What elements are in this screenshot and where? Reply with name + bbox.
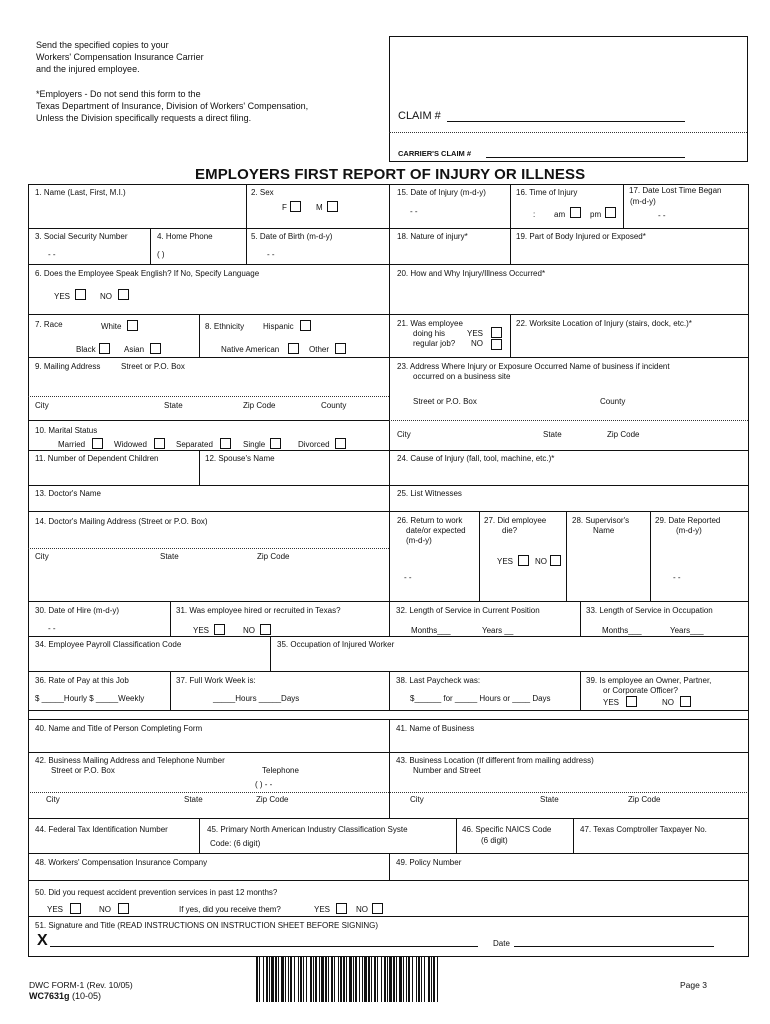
barcode-bar	[428, 957, 430, 1002]
barcode-bar	[421, 957, 422, 1002]
time-colon: :	[533, 210, 536, 219]
barcode-bar	[285, 957, 286, 1002]
field-11-label: 11. Number of Dependent Children	[35, 454, 159, 463]
field-18-label: 18. Nature of injury*	[397, 232, 468, 241]
barcode-bar	[298, 957, 299, 1002]
field-45-label: 45. Primary North American Industry Classification Syste	[207, 825, 408, 834]
divorced-label: Divorced	[298, 440, 330, 449]
barcode-bar	[393, 957, 395, 1002]
native-american-label: Native American	[221, 345, 280, 354]
field-34-label: 34. Employee Payroll Classification Code	[35, 640, 182, 649]
barcode-bar	[346, 957, 347, 1002]
barcode-bar	[377, 957, 378, 1002]
other-checkbox[interactable]	[335, 343, 346, 354]
requested-yes-checkbox[interactable]	[70, 903, 81, 914]
requested-no-label: NO	[99, 905, 111, 914]
single-checkbox[interactable]	[270, 438, 281, 449]
business-zip-label: Zip Code	[256, 795, 289, 804]
work-week-fields: _____Hours _____Days	[213, 694, 300, 703]
field-45-line2: Code: (6 digit)	[210, 839, 261, 848]
form-title: EMPLOYERS FIRST REPORT OF INJURY OR ILLNESS	[195, 166, 586, 183]
claim-box	[389, 36, 748, 162]
pm-checkbox[interactable]	[605, 207, 616, 218]
barcode-bar	[338, 957, 339, 1002]
barcode-bar	[362, 957, 363, 1002]
barcode-bar	[266, 957, 268, 1002]
field-26-line2: date/or expected	[406, 526, 466, 535]
field-25-label: 25. List Witnesses	[397, 489, 462, 498]
barcode-bar	[328, 957, 329, 1002]
field-6-label: 6. Does the Employee Speak English? If No, Specify Language	[35, 269, 260, 278]
lost-time-format: - -	[658, 211, 666, 220]
carrier-claim-field[interactable]	[486, 157, 685, 158]
owner-no-label: NO	[662, 698, 674, 707]
field-1-label: 1. Name (Last, First, M.I.)	[35, 188, 126, 197]
barcode-bar	[278, 957, 279, 1002]
field-17-format: (m-d-y)	[630, 197, 656, 206]
english-yes-label: YES	[54, 292, 71, 301]
dob-format: - -	[267, 250, 275, 259]
field-12-label: 12. Spouse's Name	[205, 454, 275, 463]
telephone-format: ( ) - -	[255, 780, 273, 789]
barcode-bar	[355, 957, 357, 1002]
grid-line	[389, 184, 390, 601]
field-9-label: 9. Mailing Address	[35, 362, 101, 371]
separated-label: Separated	[176, 440, 213, 449]
field-40-label: 40. Name and Title of Person Completing Form	[35, 724, 203, 733]
sex-f-label: F	[282, 203, 287, 212]
race-asian-checkbox[interactable]	[150, 343, 161, 354]
field-36-label: 36. Rate of Pay at this Job	[35, 676, 129, 685]
field-39-label: 39. Is employee an Owner, Partner,	[586, 676, 712, 685]
field-16-label: 16. Time of Injury	[516, 188, 578, 197]
barcode-bar	[364, 957, 367, 1002]
field-35-label: 35. Occupation of Injured Worker	[277, 640, 395, 649]
date-line[interactable]	[514, 946, 714, 947]
business-street-label: Street or P.O. Box	[51, 766, 115, 775]
form-number: DWC FORM-1 (Rev. 10/05)	[29, 980, 133, 990]
divorced-checkbox[interactable]	[335, 438, 346, 449]
claim-label: CLAIM #	[398, 110, 441, 122]
field-23-label: 23. Address Where Injury or Exposure Occurred Name of business if incident	[397, 362, 670, 371]
barcode-bar	[374, 957, 376, 1002]
barcode-bar	[315, 957, 317, 1002]
field-47-label: 47. Texas Comptroller Taxpayer No.	[580, 825, 707, 834]
business-location-street: Number and Street	[413, 766, 481, 775]
barcode-bar	[431, 957, 432, 1002]
field-4-label: 4. Home Phone	[157, 232, 213, 241]
barcode-bar	[319, 957, 320, 1002]
field-29-label: 29. Date Reported	[655, 516, 721, 525]
field-13-label: 13. Doctor's Name	[35, 489, 101, 498]
field-27-line2: die?	[502, 526, 518, 535]
paycheck-fields: $______ for _____ Hours or ____ Days	[410, 694, 551, 703]
owner-yes-label: YES	[603, 698, 620, 707]
barcode-bar	[294, 957, 295, 1002]
barcode-bar	[437, 957, 438, 1002]
doctor-state-label: State	[160, 552, 179, 561]
position-months: Months___	[411, 626, 451, 635]
barcode-bar	[306, 957, 307, 1002]
separated-checkbox[interactable]	[220, 438, 231, 449]
regular-job-no-checkbox[interactable]	[491, 339, 502, 350]
sex-m-label: M	[316, 203, 323, 212]
single-label: Single	[243, 440, 266, 449]
field-28-line2: Name	[593, 526, 615, 535]
incident-county-label: County	[600, 397, 626, 406]
field-26-line3: (m-d-y)	[406, 536, 432, 545]
barcode-bar	[290, 957, 292, 1002]
city-label: City	[35, 401, 49, 410]
reported-format: - -	[673, 573, 681, 582]
location-zip-label: Zip Code	[628, 795, 661, 804]
field-22-label: 22. Worksite Location of Injury (stairs, dock, etc.)*	[516, 319, 692, 328]
location-state-label: State	[540, 795, 559, 804]
if-yes-label: If yes, did you receive them?	[179, 905, 281, 914]
died-yes-checkbox[interactable]	[518, 555, 529, 566]
claim-field[interactable]	[447, 121, 685, 122]
died-yes-label: YES	[497, 557, 514, 566]
requested-yes-label: YES	[47, 905, 64, 914]
field-9-street: Street or P.O. Box	[121, 362, 185, 371]
location-city-label: City	[410, 795, 424, 804]
barcode-bar	[256, 957, 258, 1002]
barcode-bar	[359, 957, 360, 1002]
barcode-bar	[334, 957, 335, 1002]
employer-note-1: *Employers - Do not send this form to the	[36, 89, 201, 99]
barcode-bar	[259, 957, 260, 1002]
doi-format: - -	[410, 207, 418, 216]
barcode-bar	[271, 957, 274, 1002]
barcode-bar	[281, 957, 284, 1002]
field-3-label: 3. Social Security Number	[35, 232, 128, 241]
barcode-bar	[321, 957, 324, 1002]
married-label: Married	[58, 440, 86, 449]
field-42-label: 42. Business Mailing Address and Telephone Number	[35, 756, 225, 765]
native-american-checkbox[interactable]	[288, 343, 299, 354]
barcode-bar	[368, 957, 370, 1002]
hispanic-checkbox[interactable]	[300, 320, 311, 331]
signature-line[interactable]	[50, 946, 478, 947]
hired-texas-no-checkbox[interactable]	[260, 624, 271, 635]
occupation-months: Months___	[602, 626, 642, 635]
field-50-label: 50. Did you request accident prevention services in past 12 months?	[35, 888, 278, 897]
barcode-bar	[424, 957, 425, 1002]
field-46-label: 46. Specific NAICS Code	[462, 825, 552, 834]
hire-format: - -	[48, 624, 56, 633]
incident-state-label: State	[543, 430, 562, 439]
field-10-label: 10. Marital Status	[35, 426, 98, 435]
race-white-checkbox[interactable]	[127, 320, 138, 331]
field-20-label: 20. How and Why Injury/Illness Occurred*	[397, 269, 546, 278]
incident-city-label: City	[397, 430, 411, 439]
form-code: WC7631g (10-05)	[29, 991, 102, 1001]
other-label: Other	[309, 345, 330, 354]
widowed-checkbox[interactable]	[154, 438, 165, 449]
barcode-bar	[381, 957, 382, 1002]
position-years: Years __	[482, 626, 514, 635]
race-white-label: White	[101, 322, 122, 331]
field-29-line2: (m-d-y)	[676, 526, 702, 535]
field-14-label: 14. Doctor's Mailing Address (Street or P.O. Box)	[35, 517, 208, 526]
field-7-label: 7. Race	[35, 320, 63, 329]
field-41-label: 41. Name of Business	[396, 724, 475, 733]
married-checkbox[interactable]	[92, 438, 103, 449]
am-checkbox[interactable]	[570, 207, 581, 218]
english-yes-checkbox[interactable]	[75, 289, 86, 300]
instruction-line-3: and the injured employee.	[36, 64, 140, 74]
zip-label: Zip Code	[243, 401, 276, 410]
barcode-bar	[300, 957, 302, 1002]
field-23-line2: occurred on a business site	[413, 372, 511, 381]
field-43-label: 43. Business Location (If different from mailing address)	[396, 756, 594, 765]
barcode-bar	[269, 957, 270, 1002]
barcode-bar	[340, 957, 342, 1002]
race-black-checkbox[interactable]	[99, 343, 110, 354]
page-number: Page 3	[680, 980, 707, 990]
telephone-label: Telephone	[262, 766, 299, 775]
field-21-line3: regular job?	[413, 339, 456, 348]
field-32-label: 32. Length of Service in Current Position	[396, 606, 540, 615]
doctor-city-label: City	[35, 552, 49, 561]
ssn-format: - -	[48, 250, 56, 259]
barcode-bar	[396, 957, 397, 1002]
instruction-line-1: Send the specified copies to your	[36, 40, 169, 50]
sex-m-checkbox[interactable]	[327, 201, 338, 212]
field-46-line2: (6 digit)	[481, 836, 508, 845]
field-51-label: 51. Signature and Title (READ INSTRUCTIONS ON INSTRUCTION SHEET BEFORE SIGNING)	[35, 921, 379, 930]
barcode-bar	[403, 957, 404, 1002]
field-33-label: 33. Length of Service in Occupation	[586, 606, 713, 615]
return-work-format: - -	[404, 573, 412, 582]
signature-x-mark: X	[37, 932, 48, 949]
field-17-label: 17. Date Lost Time Began	[629, 186, 722, 195]
field-8-label: 8. Ethnicity	[205, 322, 245, 331]
grid-line	[748, 184, 749, 601]
barcode-image	[256, 957, 440, 1002]
carrier-claim-label: CARRIER'S CLAIM #	[398, 149, 472, 158]
sex-f-checkbox[interactable]	[290, 201, 301, 212]
received-no-checkbox[interactable]	[372, 903, 383, 914]
barcode-bar	[408, 957, 410, 1002]
barcode-bar	[371, 957, 372, 1002]
race-black-label: Black	[76, 345, 96, 354]
barcode-bar	[412, 957, 413, 1002]
barcode-bar	[389, 957, 392, 1002]
regular-job-yes-checkbox[interactable]	[491, 327, 502, 338]
barcode-bar	[353, 957, 354, 1002]
barcode-bar	[275, 957, 277, 1002]
field-19-label: 19. Part of Body Injured or Exposed*	[516, 232, 646, 241]
field-2-label: 2. Sex	[251, 188, 274, 197]
field-26-label: 26. Return to work	[397, 516, 463, 525]
field-21-label: 21. Was employee	[397, 319, 463, 328]
field-37-label: 37. Full Work Week is:	[176, 676, 256, 685]
barcode-bar	[387, 957, 388, 1002]
grid-line	[28, 184, 29, 601]
owner-no-checkbox[interactable]	[680, 696, 691, 707]
barcode-bar	[263, 957, 264, 1002]
field-24-label: 24. Cause of Injury (fall, tool, machine, etc.)*	[397, 454, 555, 463]
field-27-label: 27. Did employee	[484, 516, 547, 525]
regular-job-yes-label: YES	[467, 329, 484, 338]
died-no-label: NO	[535, 557, 547, 566]
field-38-label: 38. Last Paycheck was:	[396, 676, 481, 685]
state-label: State	[164, 401, 183, 410]
hired-texas-yes-label: YES	[193, 626, 210, 635]
field-49-label: 49. Policy Number	[396, 858, 462, 867]
barcode-bar	[325, 957, 327, 1002]
barcode-bar	[310, 957, 312, 1002]
county-label: County	[321, 401, 347, 410]
barcode-bar	[433, 957, 435, 1002]
pm-label: pm	[590, 210, 602, 219]
hispanic-label: Hispanic	[263, 322, 294, 331]
instruction-line-2: Workers' Compensation Insurance Carrier	[36, 52, 204, 62]
field-44-label: 44. Federal Tax Identification Number	[35, 825, 168, 834]
barcode-bar	[313, 957, 314, 1002]
barcode-bar	[384, 957, 386, 1002]
field-48-label: 48. Workers' Compensation Insurance Company	[35, 858, 208, 867]
widowed-label: Widowed	[114, 440, 147, 449]
barcode-bar	[349, 957, 352, 1002]
am-label: am	[554, 210, 566, 219]
incident-street-label: Street or P.O. Box	[413, 397, 477, 406]
employer-note-2: Texas Department of Insurance, Division of Workers' Compensation,	[36, 101, 309, 111]
occupation-years: Years___	[670, 626, 704, 635]
field-15-label: 15. Date of Injury (m-d-y)	[397, 188, 486, 197]
race-asian-label: Asian	[124, 345, 145, 354]
received-yes-checkbox[interactable]	[336, 903, 347, 914]
barcode-bar	[331, 957, 333, 1002]
regular-job-no-label: NO	[471, 339, 483, 348]
field-30-label: 30. Date of Hire (m-d-y)	[35, 606, 120, 615]
business-city-label: City	[46, 795, 60, 804]
field-28-label: 28. Supervisor's	[572, 516, 630, 525]
rate-of-pay-fields: $ _____Hourly $ _____Weekly	[35, 694, 145, 703]
received-yes-label: YES	[314, 905, 331, 914]
barcode-bar	[288, 957, 289, 1002]
claim-divider	[389, 132, 747, 133]
barcode-bar	[406, 957, 407, 1002]
english-no-checkbox[interactable]	[118, 289, 129, 300]
barcode-bar	[343, 957, 345, 1002]
field-39-line2: or Corporate Officer?	[603, 686, 678, 695]
field-31-label: 31. Was employee hired or recruited in Texas?	[176, 606, 341, 615]
field-21-line2: doing his	[413, 329, 446, 338]
requested-no-checkbox[interactable]	[118, 903, 129, 914]
barcode-bar	[303, 957, 304, 1002]
barcode-bar	[399, 957, 402, 1002]
hired-texas-yes-checkbox[interactable]	[214, 624, 225, 635]
phone-format: ( )	[157, 250, 165, 259]
business-state-label: State	[184, 795, 203, 804]
date-label: Date	[493, 939, 510, 948]
hired-texas-no-label: NO	[243, 626, 255, 635]
barcode-bar	[416, 957, 417, 1002]
died-no-checkbox[interactable]	[550, 555, 561, 566]
employer-note-3: Unless the Division specifically requests a direct filing.	[36, 113, 252, 123]
owner-yes-checkbox[interactable]	[626, 696, 637, 707]
barcode-bar	[418, 957, 420, 1002]
received-no-label: NO	[356, 905, 368, 914]
incident-zip-label: Zip Code	[607, 430, 640, 439]
english-no-label: NO	[100, 292, 112, 301]
field-5-label: 5. Date of Birth (m-d-y)	[251, 232, 333, 241]
doctor-zip-label: Zip Code	[257, 552, 290, 561]
